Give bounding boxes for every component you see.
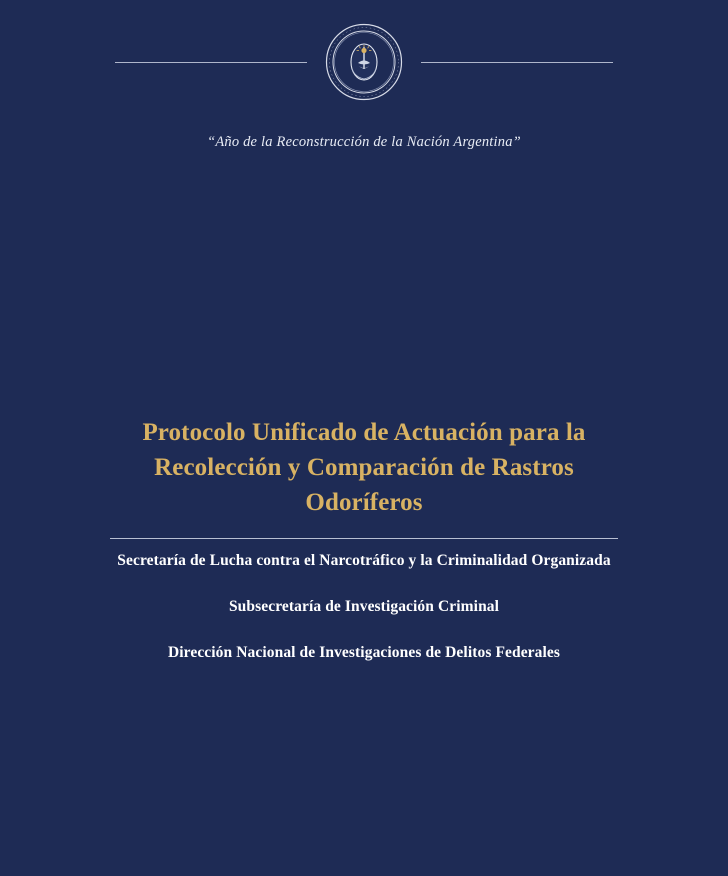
page-title-line-2: Recolección y Comparación de Rastros <box>154 454 574 481</box>
organization-direccion: Dirección Nacional de Investigaciones de Delitos Federales <box>167 644 561 661</box>
page-title-line-3: Odoríferos <box>305 489 423 516</box>
page-title-line-1: Protocolo Unificado de Actuación para la <box>142 419 586 446</box>
organization-block <box>0 552 728 662</box>
organization-secretaria: Secretaría de Lucha contra el Narcotráfico y la Criminalidad Organizada <box>117 552 611 569</box>
argentina-ministry-seal-icon <box>325 23 403 101</box>
title-divider <box>110 538 618 539</box>
header-rule-right <box>421 62 613 63</box>
title-block <box>0 415 728 539</box>
year-motto: “Año de la Reconstrucción de la Nación Argentina” <box>207 134 521 150</box>
header-rule-left <box>115 62 307 63</box>
header-crest-row <box>0 28 728 96</box>
page-title <box>99 415 629 520</box>
organization-subsecretaria: Subsecretaría de Investigación Criminal <box>228 598 500 615</box>
